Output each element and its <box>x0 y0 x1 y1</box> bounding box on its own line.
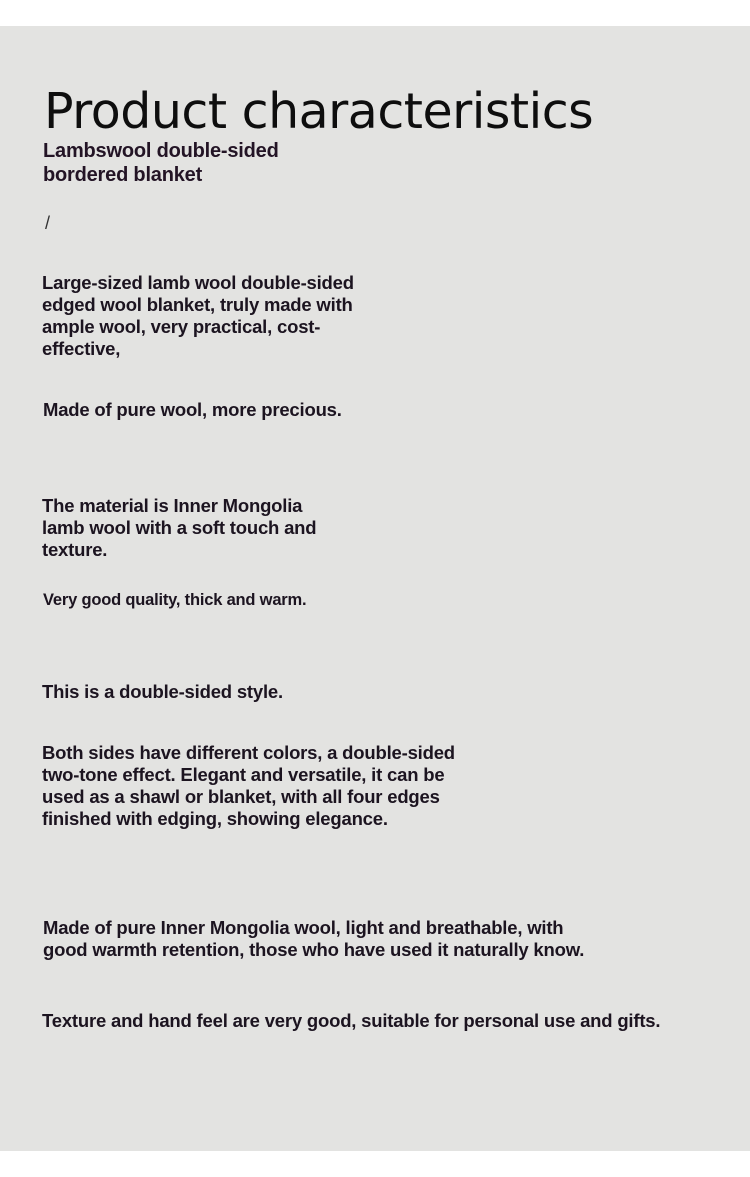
page-title: Product characteristics <box>44 83 594 140</box>
paragraph-warmth: Made of pure Inner Mongolia wool, light and breathable, with good warmth retention, those who have used it naturally know. <box>43 917 585 960</box>
product-subtitle: Lambswool double-sided bordered blanket <box>43 140 279 186</box>
paragraph-pure-wool: Made of pure wool, more precious. <box>43 399 342 420</box>
paragraph-double-sided: This is a double-sided style. <box>42 681 283 702</box>
paragraph-size-value: Large-sized lamb wool double-sided edged wool blanket, truly made with ample wool, very practical, cost-effective, <box>42 272 354 359</box>
paragraph-two-tone: Both sides have different colors, a double-sided two-tone effect. Elegant and versatile, it can be used as a shawl or blanket, with all four edges finished with edging, showing elegance. <box>42 742 455 829</box>
paragraph-quality: Very good quality, thick and warm. <box>43 591 307 609</box>
separator-slash: / <box>45 213 51 233</box>
product-description-panel <box>0 26 750 1151</box>
paragraph-material: The material is Inner Mongolia lamb wool with a soft touch and texture. <box>42 495 317 560</box>
paragraph-texture-gifts: Texture and hand feel are very good, suitable for personal use and gifts. <box>42 1010 661 1031</box>
